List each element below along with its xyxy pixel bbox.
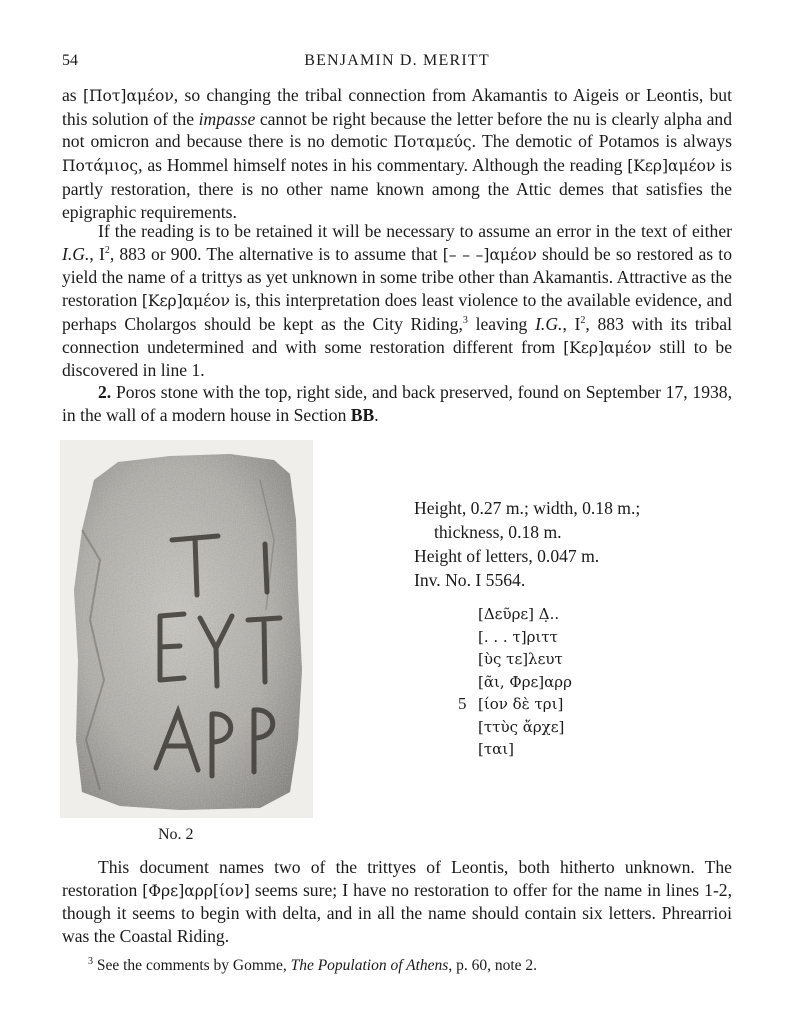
paragraph-3: 2. Poros stone with the top, right side, and back preserved, found on September 17, 1938, in the wall of a modern house in Section BB. — [62, 382, 732, 425]
page-number: 54 — [62, 52, 78, 69]
photo-caption: No. 2 — [158, 826, 194, 843]
inscription-text — [458, 603, 572, 761]
measurement-letters: Height of letters, 0.047 m. — [414, 546, 600, 566]
inventory-number: Inv. No. I 5564. — [414, 570, 526, 590]
inscription-line: [ττὺς ἄρχε] — [478, 717, 565, 736]
inscription-line-5: 5 [ίον δὲ τρι] — [478, 693, 572, 716]
item-number: 2. — [98, 382, 112, 402]
inscription-line: [Δεῦρε] Δ̣.. — [478, 605, 560, 623]
measurement-dimensions: Height, 0.27 m.; width, 0.18 m.; — [414, 498, 641, 518]
footnote: $^3$ See the comments by Gomme, The Population of Athens, p. 60, note 2. — [88, 955, 538, 974]
stone-photograph — [60, 440, 313, 818]
inscription-line: [. . . τ]ριττ — [478, 627, 558, 646]
paragraph-2: If the reading is to be retained it will be necessary to assume an error in the text of either I.G., $I^2$, 883 or 900. The alternative is to assume that [– – –]αμέον should be so restored as to yield the name of a trittys as yet unknown in some tribe other than Akamantis. Attractive as the restoration [Κερ]αμέον is, this interpretation does least violence to the available evidence, and perhaps Cholargos should be kept as the City Riding,$^3$ leaving I.G., $I^2$, 883 with its tribal connection undetermined and with some restoration different from [Κερ]αμέον still to be discovered in line 1. — [62, 221, 733, 381]
paragraph-1: as [Ποτ]αμέον, so changing the tribal connection from Akamantis to Aigeis or Leontis, but this solution of the impasse cannot be right because the letter before the nu is clearly alpha and not omicron and because there is no demotic Ποταμεύς. The demotic of Potamos is always Ποτάμιος, as Hommel himself notes in his commentary. Although the reading [Κερ]αμέον is partly restoration, there is no other name known among the Attic demes that satisfies the epigraphic requirements. — [62, 85, 732, 222]
inscription-line: [ὺς τε]λευτ — [478, 650, 563, 668]
paragraph-4: This document names two of the trittyes of Leontis, both hitherto unknown. The restoration [Φρε]αρρ[ίον] seems sure; I have no restoration to offer for the name in lines 1-2, though it seems to begin with delta, and in all the name should contain six letters. Phrearrioi was the Coastal Riding. — [62, 857, 732, 947]
running-head: BENJAMIN D. MERITT — [304, 52, 490, 69]
inscription-line: [ται] — [478, 740, 515, 758]
cited-title: The Population of Athens — [290, 957, 449, 974]
inscription-line: [ᾶι, Φρε]αρρ — [478, 672, 572, 691]
footnote-ref[interactable]: 3 — [462, 314, 468, 326]
line-number: 5 — [458, 694, 467, 713]
measurement-thickness: thickness, 0.18 m. — [434, 522, 562, 542]
page-header — [62, 52, 732, 72]
footnote-mark: 3 — [88, 955, 93, 967]
measurements — [414, 496, 640, 592]
